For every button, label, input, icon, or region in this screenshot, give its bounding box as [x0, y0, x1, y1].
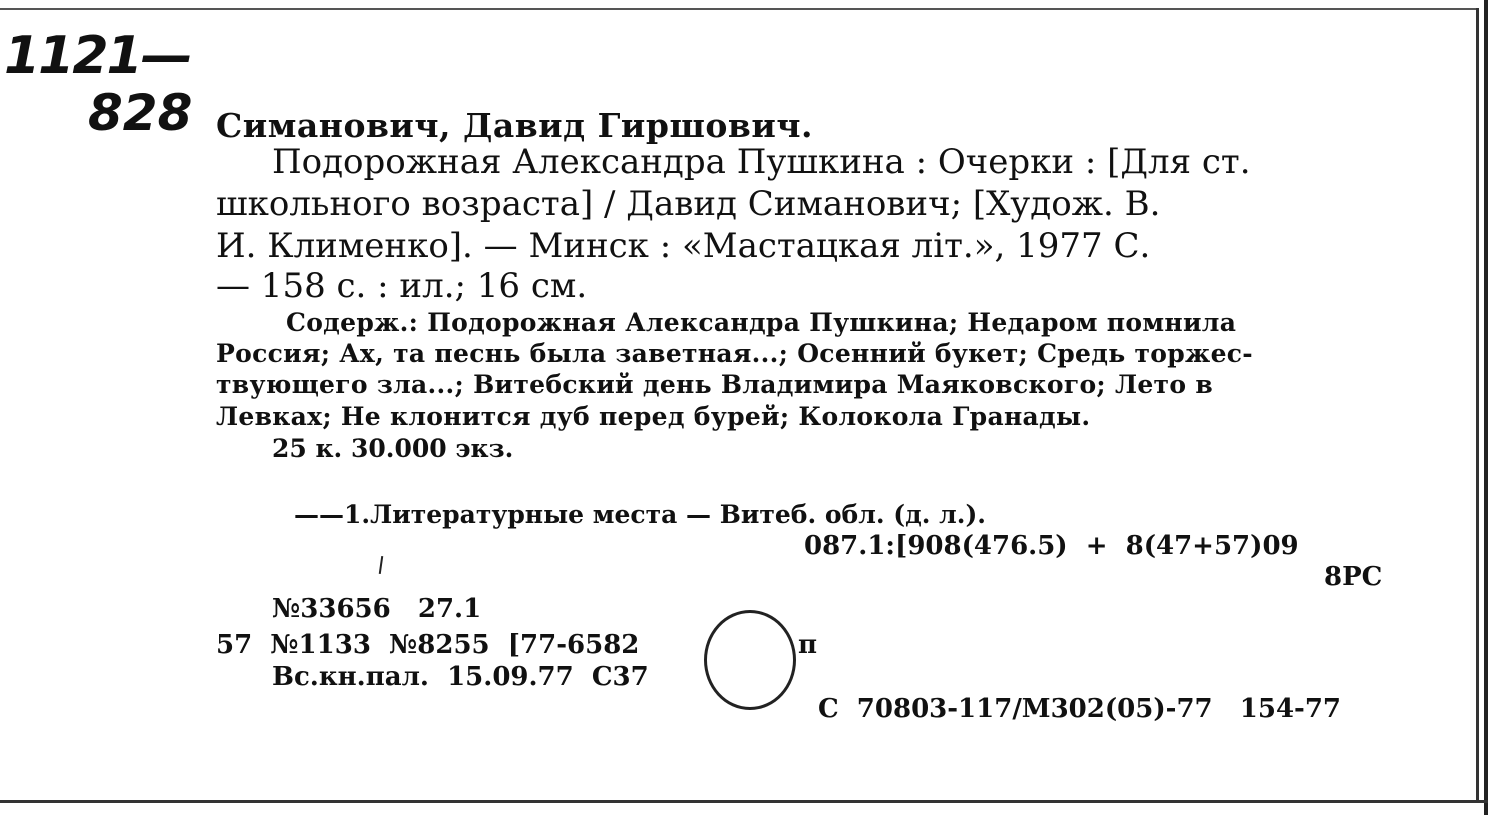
- card-right-edge: [1476, 8, 1479, 803]
- contents-line: Левках; Не клонится дуб перед бурей; Колокола Гранады.: [216, 402, 1091, 431]
- handwritten-call-number-1: 1121—: [4, 26, 191, 86]
- punch-hole: [704, 610, 796, 710]
- card-top-edge: [0, 8, 1476, 10]
- subject-heading: ——1.Литературные места — Витеб. обл. (д. л.).: [294, 500, 987, 529]
- description-line: школьного возраста] / Давид Симанович; [Худож. В.: [216, 184, 1161, 224]
- description-line: И. Клименко]. — Минск : «Мастацкая літ.», 1977 С.: [216, 226, 1151, 266]
- pencil-mark: [379, 556, 383, 574]
- description-line: — 158 с. : ил.; 16 см.: [216, 266, 588, 306]
- contents-line: Содерж.: Подорожная Александра Пушкина; Недаром помнила: [286, 308, 1237, 337]
- description-line: Подорожная Александра Пушкина : Очерки : [Для ст.: [272, 142, 1251, 182]
- card-number-line: №33656 27.1: [272, 594, 482, 624]
- card-number-line: 57 №1133 №8255 [77-6582: [216, 630, 640, 660]
- classification-index: 087.1:[908(476.5) + 8(47+57)09: [804, 531, 1299, 561]
- classification-index-2: 8РС: [1324, 562, 1383, 592]
- publisher-code: С 70803-117/М302(05)-77 154-77: [818, 694, 1342, 724]
- handwritten-call-number-2: 828: [88, 84, 193, 142]
- author-heading: Симанович, Давид Гиршович.: [216, 106, 813, 145]
- card-right-edge-outer: [1484, 0, 1488, 815]
- card-bottom-edge: [0, 800, 1488, 803]
- price-copies: 25 к. 30.000 экз.: [272, 434, 514, 463]
- contents-line: Россия; Ах, та песнь была заветная...; Осенний букет; Средь торжес-: [216, 339, 1253, 368]
- card-number-suffix: п: [798, 630, 818, 660]
- chamber-line: Вс.кн.пал. 15.09.77 С37: [272, 662, 649, 692]
- contents-line: твующего зла...; Витебский день Владимира Маяковского; Лето в: [216, 370, 1213, 399]
